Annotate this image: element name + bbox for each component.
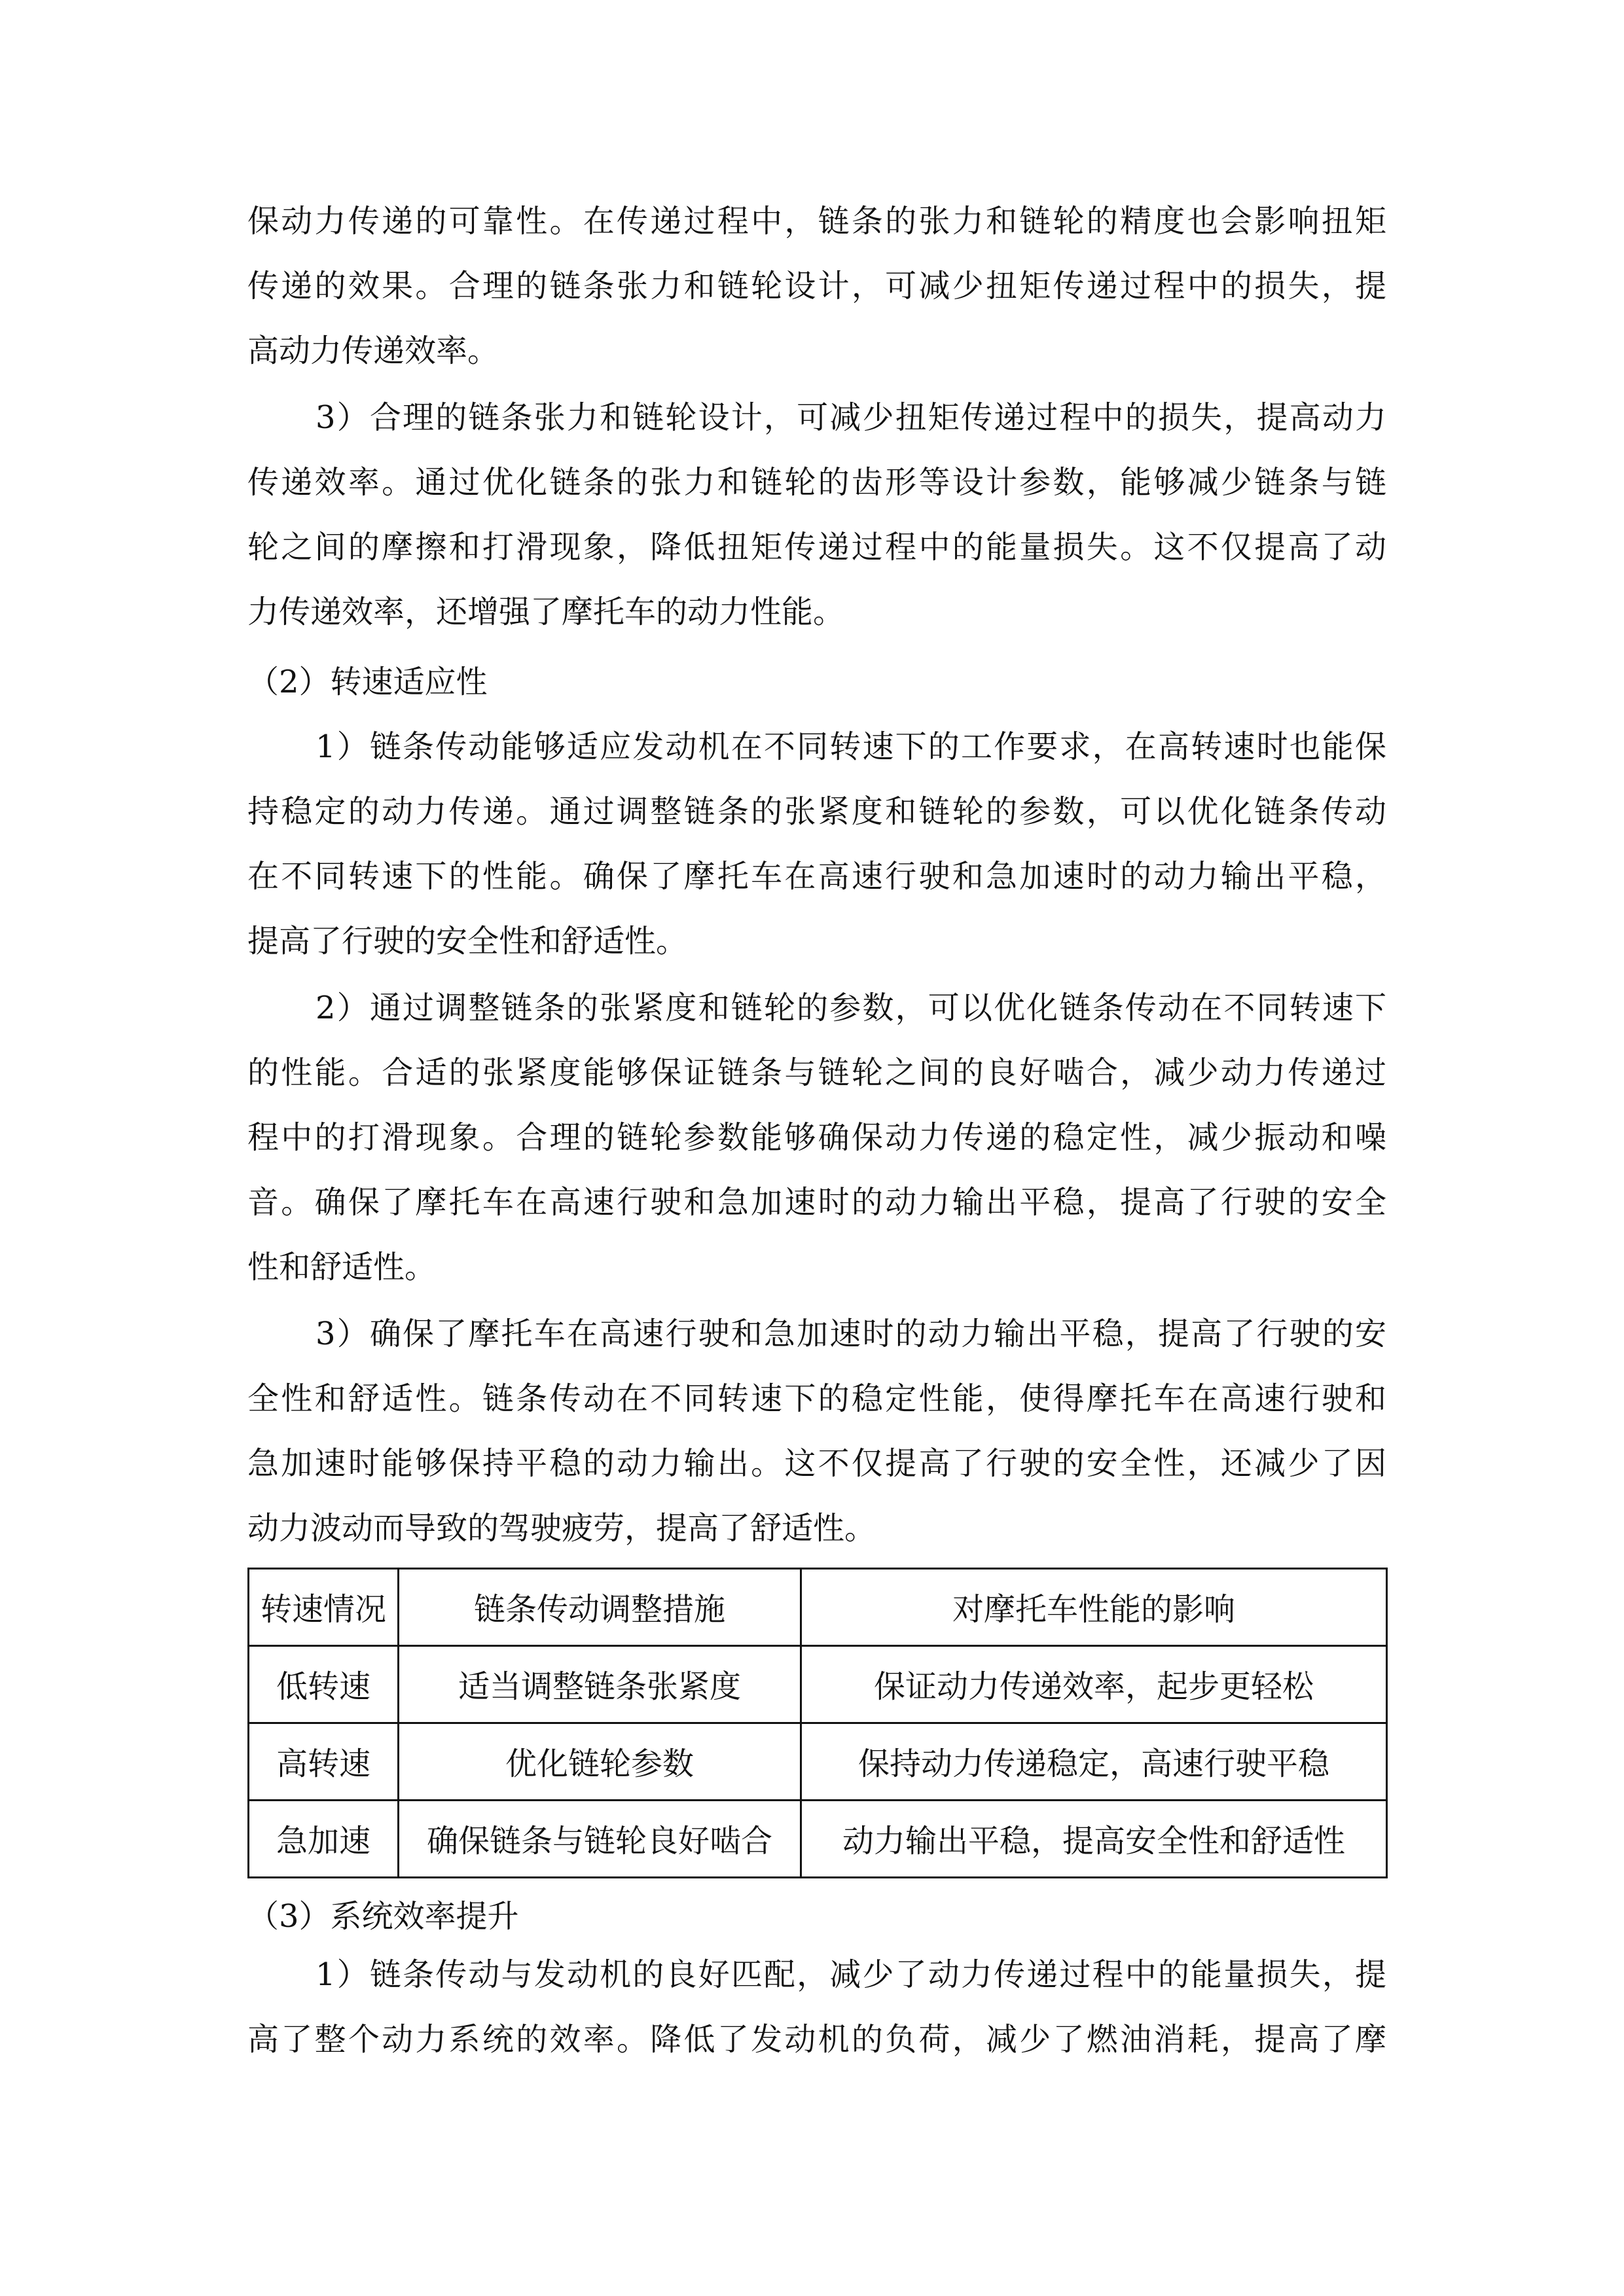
table-row (249, 1646, 1387, 1723)
text-line: 高了整个动力系统的效率。降低了发动机的负荷，减少了燃油消耗，提高了摩 (247, 2021, 1386, 2058)
section-heading: （2）转速适应性 (247, 664, 488, 700)
text-line: 的性能。合适的张紧度能够保证链条与链轮之间的良好啮合，减少动力传递过 (247, 1054, 1386, 1091)
text-line: 1）链条传动能够适应发动机在不同转速下的工作要求，在高转速时也能保 (316, 728, 1386, 765)
table-row (249, 1723, 1387, 1801)
text-line: 音。确保了摩托车在高速行驶和急加速时的动力输出平稳，提高了行驶的安全 (247, 1184, 1386, 1221)
text-line: 传递效率。通过优化链条的张力和链轮的齿形等设计参数，能够减少链条与链 (247, 464, 1386, 501)
paragraph (247, 386, 1386, 645)
table-cell: 优化链轮参数 (399, 1723, 801, 1801)
speed-adaptation-table (247, 1568, 1388, 1878)
text-line: 性和舒适性。 (247, 1249, 437, 1285)
text-line: 急加速时能够保持平稳的动力输出。这不仅提高了行驶的安全性，还减少了因 (247, 1445, 1386, 1482)
text-line: 提高了行驶的安全性和舒适性。 (247, 923, 688, 960)
text-line: 力传递效率，还增强了摩托车的动力性能。 (247, 594, 845, 630)
text-line: 全性和舒适性。链条传动在不同转速下的稳定性能，使得摩托车在高速行驶和 (247, 1380, 1386, 1417)
paragraph (247, 1943, 1386, 2072)
table-header-cell: 对摩托车性能的影响 (801, 1569, 1387, 1646)
paragraph (247, 976, 1386, 1300)
paragraph (247, 715, 1386, 974)
text-line: 1）链条传动与发动机的良好匹配，减少了动力传递过程中的能量损失，提 (316, 1956, 1386, 1993)
section-heading: （3）系统效率提升 (247, 1898, 519, 1935)
text-line: 3）确保了摩托车在高速行驶和急加速时的动力输出平稳，提高了行驶的安 (316, 1316, 1386, 1352)
table-cell: 急加速 (249, 1801, 399, 1878)
table-header-row (249, 1569, 1387, 1646)
text-line: 程中的打滑现象。合理的链轮参数能够确保动力传递的稳定性，减少振动和噪 (247, 1119, 1386, 1156)
text-line: 高动力传递效率。 (247, 332, 499, 369)
text-line: 持稳定的动力传递。通过调整链条的张紧度和链轮的参数，可以优化链条传动 (247, 793, 1386, 830)
text-line: 保动力传递的可靠性。在传递过程中，链条的张力和链轮的精度也会影响扭矩 (247, 203, 1386, 240)
table-header-cell: 链条传动调整措施 (399, 1569, 801, 1646)
table-cell: 保证动力传递效率，起步更轻松 (801, 1646, 1387, 1723)
table-cell: 确保链条与链轮良好啮合 (399, 1801, 801, 1878)
table-cell: 高转速 (249, 1723, 399, 1801)
paragraph (247, 189, 1386, 384)
text-line: 3）合理的链条张力和链轮设计，可减少扭矩传递过程中的损失，提高动力 (316, 399, 1386, 436)
text-line: 在不同转速下的性能。确保了摩托车在高速行驶和急加速时的动力输出平稳， (247, 858, 1386, 895)
table-cell: 动力输出平稳，提高安全性和舒适性 (801, 1801, 1387, 1878)
table-cell: 适当调整链条张紧度 (399, 1646, 801, 1723)
table-row (249, 1801, 1387, 1878)
text-line: 动力波动而导致的驾驶疲劳，提高了舒适性。 (247, 1510, 876, 1547)
text-line: 2）通过调整链条的张紧度和链轮的参数，可以优化链条传动在不同转速下 (316, 990, 1386, 1026)
text-line: 传递的效果。合理的链条张力和链轮设计，可减少扭矩传递过程中的损失，提 (247, 268, 1386, 304)
table-header-cell: 转速情况 (249, 1569, 399, 1646)
paragraph (247, 1302, 1386, 1561)
table-cell: 保持动力传递稳定，高速行驶平稳 (801, 1723, 1387, 1801)
table-cell: 低转速 (249, 1646, 399, 1723)
document-page (247, 189, 1386, 2072)
text-line: 轮之间的摩擦和打滑现象，降低扭矩传递过程中的能量损失。这不仅提高了动 (247, 529, 1386, 565)
